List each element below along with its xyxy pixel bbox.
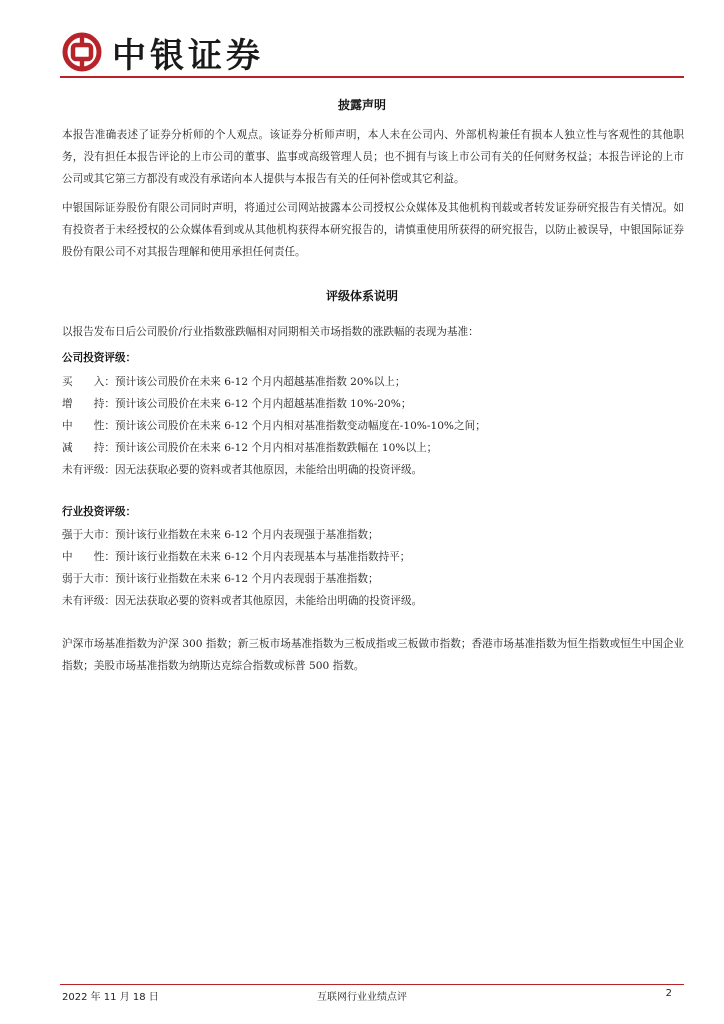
page-number: 2 [665, 988, 672, 999]
disclosure-title: 披露声明 [337, 98, 386, 112]
company-rating-item: 未有评级：因无法获取必要的资料或者其他原因，未能给出明确的投资评级。 [62, 464, 423, 476]
company-rating-item: 减 持：预计该公司股价在未来 6-12 个月内相对基准指数跌幅在 10%以上； [62, 442, 438, 454]
company-rating-heading: 公司投资评级： [62, 352, 137, 364]
company-rating-item: 增 持：预计该公司股价在未来 6-12 个月内超越基准指数 10%-20%； [62, 398, 412, 410]
company-rating-item: 中 性：预计该公司股价在未来 6-12 个月内相对基准指数变动幅度在-10%-10%之间； [62, 420, 486, 432]
industry-rating-item: 弱于大市：预计该行业指数在未来 6-12 个月内表现弱于基准指数； [62, 573, 379, 585]
company-logo [62, 30, 264, 74]
industry-rating-item: 未有评级：因无法获取必要的资料或者其他原因，未能给出明确的投资评级。 [62, 595, 423, 607]
rating-system-title: 评级体系说明 [325, 289, 398, 303]
header-divider [60, 76, 684, 78]
disclosure-paragraph-2: 中银国际证券股份有限公司同时声明，将通过公司网站披露本公司授权公众媒体及其他机构刊载或者转发证券研究报告有关情况。如有投资者于未经授权的公众媒体看到或从其他机构获得本研究报告的，请慎重使用所获得的研究报告，以防止被误导，中银国际证券股份有限公司不对其报告理解和使用承担任何责任。 [62, 202, 684, 258]
industry-rating-heading: 行业投资评级： [62, 506, 137, 518]
disclosure-paragraph-1: 本报告准确表述了证券分析师的个人观点。该证券分析师声明，本人未在公司内、外部机构兼任有损本人独立性与客观性的其他职务，没有担任本报告评论的上市公司的董事、监事或高级管理人员；也不拥有与该上市公司有关的任何财务权益；本报告评论的上市公司或其它第三方都没有或没有承诺向本人提供与本报告有关的任何补偿或其它利益。 [62, 129, 684, 185]
bank-of-china-logo-icon [62, 32, 102, 72]
report-title: 互联网行业业绩点评 [317, 992, 407, 1003]
industry-rating-item: 强于大市：预计该行业指数在未来 6-12 个月内表现强于基准指数； [62, 529, 379, 541]
industry-rating-item: 中 性：预计该行业指数在未来 6-12 个月内表现基本与基准指数持平； [62, 551, 411, 563]
rating-intro: 以报告发布日后公司股价/行业指数涨跌幅相对同期相关市场指数的涨跌幅的表现为基准： [62, 326, 479, 338]
report-date: 2022 年 11 月 18 日 [62, 992, 159, 1003]
company-name: 中银证券 [112, 35, 264, 76]
company-rating-item: 买 入：预计该公司股价在未来 6-12 个月内超越基准指数 20%以上； [62, 376, 406, 388]
footer-divider [60, 984, 684, 985]
benchmark-note: 沪深市场基准指数为沪深 300 指数；新三板市场基准指数为三板成指或三板做市指数；香港市场基准指数为恒生指数或恒生中国企业指数；美股市场基准指数为纳斯达克综合指数或标普 500 指数。 [62, 638, 684, 672]
